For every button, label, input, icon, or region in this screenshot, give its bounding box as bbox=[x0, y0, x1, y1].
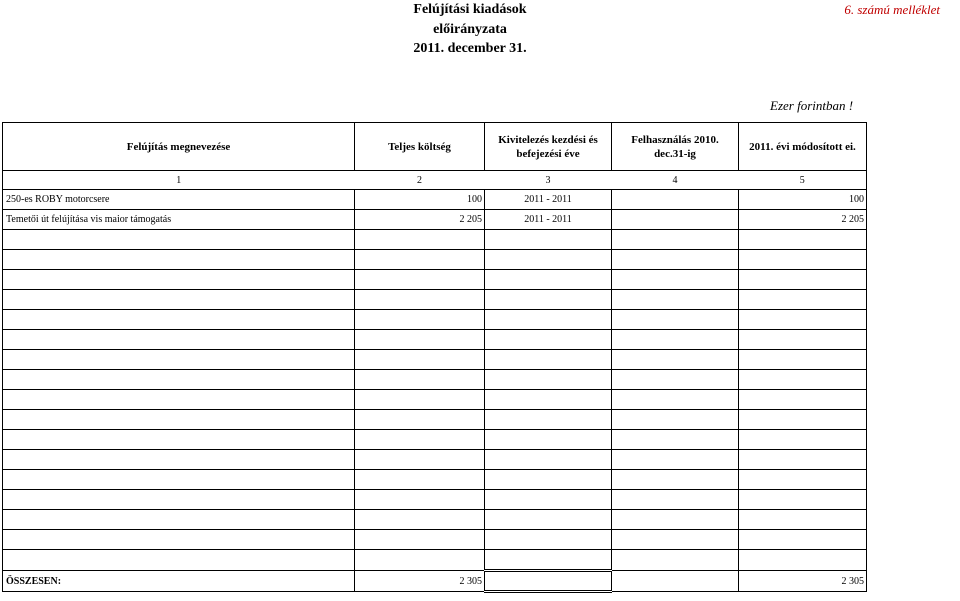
empty-cell bbox=[739, 250, 867, 270]
header-modified: 2011. évi módosított ei. bbox=[739, 123, 867, 171]
empty-cell bbox=[355, 230, 485, 250]
empty-cell bbox=[355, 430, 485, 450]
empty-row bbox=[3, 270, 867, 290]
empty-cell bbox=[355, 530, 485, 550]
header-row bbox=[3, 123, 867, 171]
empty-cell bbox=[3, 430, 355, 450]
empty-cell bbox=[612, 290, 739, 310]
empty-cell bbox=[739, 410, 867, 430]
empty-cell bbox=[612, 330, 739, 350]
empty-row bbox=[3, 450, 867, 470]
title-line-1: Felújítási kiadások bbox=[413, 2, 527, 17]
empty-cell bbox=[739, 450, 867, 470]
empty-cell bbox=[355, 270, 485, 290]
total-label: ÖSSZESEN: bbox=[3, 571, 355, 592]
renovation-table bbox=[2, 122, 867, 593]
empty-cell bbox=[739, 470, 867, 490]
empty-cell bbox=[3, 390, 355, 410]
document-title bbox=[380, 0, 560, 59]
empty-cell bbox=[612, 270, 739, 290]
empty-cell bbox=[355, 410, 485, 430]
total-row bbox=[3, 571, 867, 592]
empty-cell bbox=[355, 370, 485, 390]
empty-cell bbox=[612, 470, 739, 490]
empty-cell bbox=[3, 250, 355, 270]
empty-row bbox=[3, 310, 867, 330]
empty-cell bbox=[485, 350, 612, 370]
empty-cell bbox=[485, 410, 612, 430]
empty-cell bbox=[612, 390, 739, 410]
empty-cell bbox=[355, 470, 485, 490]
row-name: 250-es ROBY motorcsere bbox=[3, 190, 355, 210]
empty-cell bbox=[739, 330, 867, 350]
empty-cell bbox=[355, 550, 485, 571]
empty-cell bbox=[355, 250, 485, 270]
empty-cell bbox=[485, 470, 612, 490]
title-line-3: 2011. december 31. bbox=[413, 41, 527, 56]
empty-cell bbox=[3, 290, 355, 310]
empty-cell bbox=[355, 310, 485, 330]
empty-cell bbox=[739, 510, 867, 530]
empty-row bbox=[3, 350, 867, 370]
total-cost-sum: 2 305 bbox=[355, 571, 485, 592]
column-number: 1 bbox=[3, 171, 355, 190]
empty-cell bbox=[612, 230, 739, 250]
empty-cell bbox=[3, 310, 355, 330]
empty-cell bbox=[739, 430, 867, 450]
empty-cell bbox=[355, 390, 485, 410]
empty-cell bbox=[739, 230, 867, 250]
table-row bbox=[3, 210, 867, 230]
empty-cell bbox=[739, 390, 867, 410]
row-total-cost: 2 205 bbox=[355, 210, 485, 230]
table-row bbox=[3, 190, 867, 210]
empty-cell bbox=[612, 510, 739, 530]
empty-cell bbox=[355, 330, 485, 350]
empty-cell bbox=[612, 430, 739, 450]
empty-cell bbox=[3, 510, 355, 530]
unit-note: Ezer forintban ! bbox=[770, 98, 854, 113]
empty-row bbox=[3, 330, 867, 350]
empty-cell bbox=[739, 350, 867, 370]
empty-cell bbox=[485, 270, 612, 290]
empty-cell bbox=[3, 410, 355, 430]
empty-cell bbox=[485, 390, 612, 410]
column-number: 5 bbox=[739, 171, 867, 190]
empty-cell bbox=[3, 450, 355, 470]
empty-cell bbox=[612, 550, 739, 571]
empty-cell bbox=[612, 370, 739, 390]
empty-cell bbox=[3, 350, 355, 370]
empty-cell bbox=[355, 290, 485, 310]
empty-cell bbox=[612, 250, 739, 270]
empty-cell bbox=[612, 350, 739, 370]
column-number: 2 bbox=[355, 171, 485, 190]
empty-cell bbox=[485, 510, 612, 530]
empty-cell bbox=[612, 310, 739, 330]
empty-cell bbox=[3, 270, 355, 290]
empty-cell bbox=[3, 230, 355, 250]
empty-cell bbox=[485, 330, 612, 350]
empty-row bbox=[3, 370, 867, 390]
total-used-cell bbox=[612, 571, 739, 592]
empty-cell bbox=[3, 490, 355, 510]
empty-cell bbox=[485, 550, 612, 571]
column-number-row bbox=[3, 171, 867, 190]
empty-row bbox=[3, 470, 867, 490]
empty-cell bbox=[739, 550, 867, 571]
empty-cell bbox=[3, 370, 355, 390]
empty-cell bbox=[355, 350, 485, 370]
empty-cell bbox=[3, 530, 355, 550]
empty-row bbox=[3, 550, 867, 571]
annex-label: 6. számú melléklet bbox=[844, 2, 940, 17]
row-modified: 2 205 bbox=[739, 210, 867, 230]
empty-cell bbox=[612, 490, 739, 510]
title-line-2: előirányzata bbox=[433, 21, 507, 37]
empty-row bbox=[3, 290, 867, 310]
empty-row bbox=[3, 250, 867, 270]
empty-cell bbox=[485, 290, 612, 310]
empty-row bbox=[3, 430, 867, 450]
empty-cell bbox=[739, 290, 867, 310]
row-name: Temetői út felújítása vis maior támogatás bbox=[3, 210, 355, 230]
empty-cell bbox=[3, 470, 355, 490]
column-number: 4 bbox=[612, 171, 739, 190]
empty-cell bbox=[3, 330, 355, 350]
empty-row bbox=[3, 390, 867, 410]
row-modified: 100 bbox=[739, 190, 867, 210]
header-name: Felújítás megnevezése bbox=[3, 123, 355, 171]
empty-cell bbox=[485, 530, 612, 550]
empty-row bbox=[3, 230, 867, 250]
empty-cell bbox=[739, 530, 867, 550]
empty-cell bbox=[355, 450, 485, 470]
empty-row bbox=[3, 490, 867, 510]
empty-cell bbox=[485, 450, 612, 470]
empty-cell bbox=[3, 550, 355, 571]
total-modified-sum: 2 305 bbox=[739, 571, 867, 592]
column-number: 3 bbox=[485, 171, 612, 190]
empty-cell bbox=[612, 450, 739, 470]
empty-cell bbox=[355, 490, 485, 510]
row-total-cost: 100 bbox=[355, 190, 485, 210]
empty-cell bbox=[612, 530, 739, 550]
empty-cell bbox=[485, 250, 612, 270]
empty-cell bbox=[485, 310, 612, 330]
empty-cell bbox=[485, 370, 612, 390]
row-period: 2011 - 2011 bbox=[485, 190, 612, 210]
empty-cell bbox=[739, 270, 867, 290]
row-used bbox=[612, 210, 739, 230]
header-total-cost: Teljes költség bbox=[355, 123, 485, 171]
empty-cell bbox=[612, 410, 739, 430]
empty-row bbox=[3, 510, 867, 530]
empty-cell bbox=[739, 310, 867, 330]
empty-cell bbox=[739, 370, 867, 390]
row-used bbox=[612, 190, 739, 210]
header-period: Kivitelezés kezdési és befejezési éve bbox=[485, 123, 612, 171]
total-period-cell bbox=[485, 571, 612, 592]
empty-cell bbox=[355, 510, 485, 530]
empty-cell bbox=[485, 490, 612, 510]
empty-cell bbox=[739, 490, 867, 510]
header-used: Felhasználás 2010. dec.31-ig bbox=[612, 123, 739, 171]
empty-cell bbox=[485, 230, 612, 250]
empty-cell bbox=[485, 430, 612, 450]
empty-row bbox=[3, 410, 867, 430]
row-period: 2011 - 2011 bbox=[485, 210, 612, 230]
empty-row bbox=[3, 530, 867, 550]
